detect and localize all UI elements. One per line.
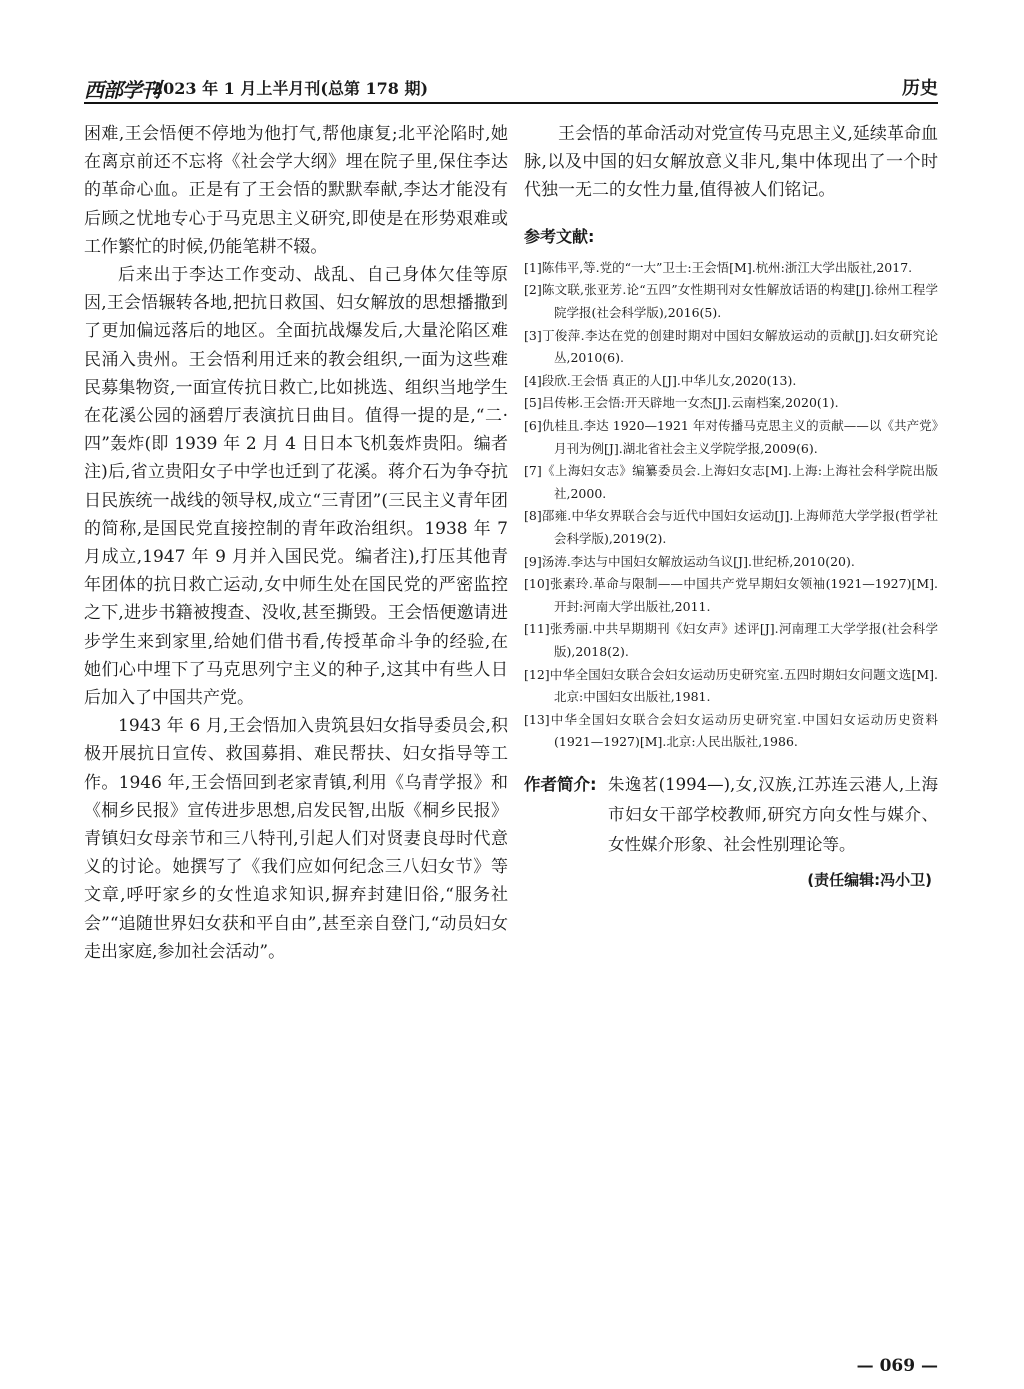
issue-info: 2023 年 1 月上半月刊(总第 178 期) xyxy=(152,79,429,98)
reference-item: [2]陈文联,张亚芳.论“五四”女性期刊对女性解放话语的构建[J].徐州工程学院学报(社会科学版),2016(5). xyxy=(524,282,938,320)
header-rule xyxy=(84,102,938,104)
reference-item: [8]邵雍.中华女界联合会与近代中国妇女运动[J].上海师范大学学报(哲学社会科学版),2019(2). xyxy=(524,508,938,546)
reference-item: [7]《上海妇女志》编纂委员会.上海妇女志[M].上海:上海社会科学院出版社,2000. xyxy=(524,463,938,501)
author-bio xyxy=(524,770,938,860)
running-header xyxy=(84,68,938,104)
conclusion-paragraph: 王会悟的革命活动对党宣传马克思主义,延续革命血脉,以及中国的妇女解放意义非凡,集中体现出了一个时代独一无二的女性力量,值得被人们铭记。 xyxy=(524,124,938,201)
body-paragraph: 1943 年 6 月,王会悟加入贵筑县妇女指导委员会,积极开展抗日宣传、救国募捐、难民帮扶、妇女指导等工作。1946 年,王会悟回到老家青镇,利用《乌青学报》和《桐乡民报》宣传进步思想,启发民智,出版《桐乡民报》青镇妇女母亲节和三八特刊,引起人们对贤妻良母时代意义的讨论。她撰写了《我们应如何纪念三八妇女节》等文章,呼吁家乡的女性追求知识,摒弃封建旧俗,“服务社会”“追随世界妇女获和平自由”,甚至亲自登门,“动员妇女走出家庭,参加社会活动”。 xyxy=(84,716,508,962)
journal-logo: 西部学刊 xyxy=(84,78,160,102)
page-number: — 069 — xyxy=(856,1356,938,1376)
reference-item: [12]中华全国妇女联合会妇女运动历史研究室.五四时期妇女问题文选[M].北京:中国妇女出版社,1981. xyxy=(524,666,938,705)
author-bio-text: 朱逸茗(1994—),女,汉族,江苏连云港人,上海市妇女干部学校教师,研究方向女性与媒介、女性媒介形象、社会性别理论等。 xyxy=(608,774,938,854)
body-paragraph: 困难,王会悟便不停地为他打气,帮他康复;北平沦陷时,她在离京前还不忘将《社会学大纲》埋在院子里,保住李达的革命心血。正是有了王会悟的默默奉献,李达才能没有后顾之忧地专心于马克思主义研究,即使是在形势艰难或工作繁忙的时候,仍能笔耕不辍。 xyxy=(84,124,508,257)
left-column xyxy=(84,120,508,966)
reference-item: [9]汤涛.李达与中国妇女解放运动刍议[J].世纪桥,2010(20). xyxy=(524,553,855,569)
reference-item: [11]张秀丽.中共早期期刊《妇女声》述评[J].河南理工大学学报(社会科学版),2018(2). xyxy=(524,621,938,659)
responsible-editor: (责任编辑:冯小卫) xyxy=(807,870,932,889)
body-paragraph: 后来出于李达工作变动、战乱、自己身体欠佳等原因,王会悟辗转各地,把抗日救国、妇女解放的思想播撒到了更加偏远落后的地区。全面抗战爆发后,大量沦陷区难民涌入贵州。王会悟利用迁来的教会组织,一面为这些难民募集物资,一面宣传抗日救亡,比如挑选、组织当地学生在花溪公园的涵碧厅表演抗日曲目。值得一提的是,“二·四”轰炸(即 1939 年 2 月 4 日日本飞机轰炸贵阳。编者注)后,省立贵阳女子中学也迁到了花溪。蒋介石为争夺抗日民族统一战线的领导权,成立“三青团”(三民主义青年团的简称,是国民党直接控制的青年政治组织。1938 年 7 月成立,1947 年 9 月并入国民党。编者注),打压其他青年团体的抗日救亡运动,女中师生处在国民党的严密监控之下,进步书籍被搜查、没收,甚至撕毁。王会悟便邀请进步学生来到家里,给她们借书看,传授革命斗争的经验,在她们心中埋下了马克思列宁主义的种子,这其中有些人日后加入了中国共产党。 xyxy=(84,265,508,709)
reference-item: [3]丁俊萍.李达在党的创建时期对中国妇女解放运动的贡献[J].妇女研究论丛,2010(6). xyxy=(524,327,938,366)
reference-item: [5]吕传彬.王会悟:开天辟地一女杰[J].云南档案,2020(1). xyxy=(524,395,839,411)
references-heading: 参考文献: xyxy=(524,226,595,246)
reference-item: [10]张素玲.革命与限制——中国共产党早期妇女领袖(1921—1927)[M].开封:河南大学出版社,2011. xyxy=(524,576,938,614)
reference-list xyxy=(524,257,938,754)
reference-item: [13]中华全国妇女联合会妇女运动历史研究室.中国妇女运动历史资料(1921—1927)[M].北京:人民出版社,1986. xyxy=(524,711,938,750)
right-column xyxy=(524,120,938,894)
reference-item: [1]陈伟平,等.党的“一大”卫士:王会悟[M].杭州:浙江大学出版社,2017. xyxy=(524,259,913,275)
reference-item: [4]段欣.王会悟 真正的人[J].中华儿女,2020(13). xyxy=(524,372,797,388)
reference-item: [6]仇桂且.李达 1920—1921 年对传播马克思主义的贡献——以《共产党》月刊为例[J].湖北省社会主义学院学报,2009(6). xyxy=(524,417,938,456)
section-label: 历史 xyxy=(902,78,938,99)
author-bio-label: 作者简介: xyxy=(524,774,597,794)
